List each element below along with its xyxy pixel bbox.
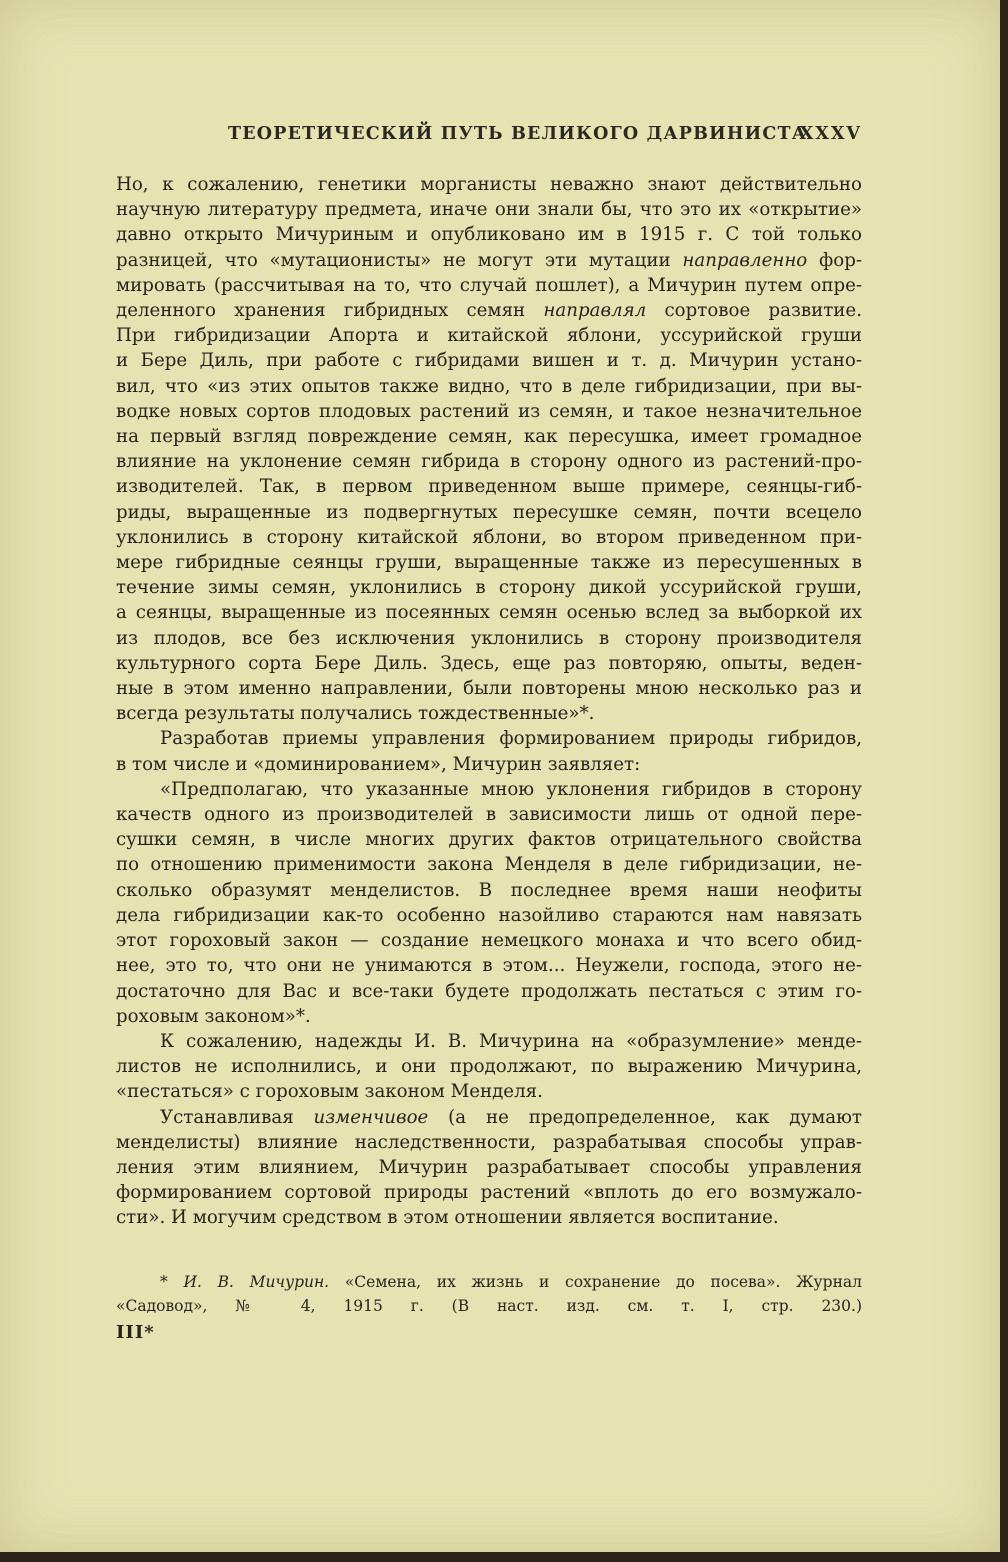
text-line: всегда результаты получались тождественные»*.	[116, 703, 595, 725]
text-line: ления этим влиянием, Мичурин разрабатывает способы управления	[116, 1156, 862, 1178]
footnote-author: * И. В. Мичурин.	[160, 1273, 330, 1291]
text-line: влияние на уклонение семян гибрида в сторону одного из растений-про-	[116, 451, 862, 473]
body-text	[116, 172, 862, 1231]
text-line: нее, это то, что они не унимаются в этом... Неужели, господа, этого не-	[116, 955, 862, 977]
header-title: ТЕОРЕТИЧЕСКИЙ ПУТЬ ВЕЛИКОГО ДАРВИНИСТА	[228, 124, 808, 144]
text-line: менделисты) влияние наследственности, разрабатывая способы управ-	[116, 1131, 862, 1153]
text-line: Устанавливая изменчивое (а не предопределенное, как думают	[160, 1106, 862, 1128]
paragraph-2	[116, 726, 862, 751]
text-line: достаточно для Вас и все-таки будете продолжать пестаться с этим го-	[116, 980, 862, 1002]
footnote	[116, 1270, 862, 1318]
quote-paragraph-cont	[116, 802, 862, 1029]
text-line: и Бере Диль, при работе с гибридами вишен и т. д. Мичурин устано-	[116, 350, 862, 372]
text-line: водке новых сортов плодовых растений из семян, и такое незначительное	[116, 400, 862, 422]
text-line: давно открыто Мичуриным и опубликовано им в 1915 г. С той только	[116, 224, 862, 246]
paragraph-4	[116, 1029, 862, 1054]
footnote-line-2: «Садовод», № 4, 1915 г. (В наст. изд. см. т. I, стр. 230.)	[116, 1297, 862, 1315]
text-line: качеств одного из производителей в зависимости лишь от одной пере-	[116, 804, 862, 826]
page-number: XXXV	[799, 124, 862, 144]
text-line: уклонились в сторону китайской яблони, во втором приведенном при-	[116, 526, 862, 548]
text-line: мировать (рассчитывая на то, что случай пошлет), а Мичурин путем опре-	[116, 274, 862, 296]
text-line: по отношению применимости закона Менделя в деле гибридизации, не-	[116, 854, 862, 876]
paragraph-2-cont	[116, 752, 862, 777]
text-line: изводителей. Так, в первом приведенном выше примере, сеянцы-гиб-	[116, 476, 862, 498]
text-line: разницей, что «мутационисты» не могут эти мутации направленно фор-	[116, 249, 862, 271]
text-line: течение зимы семян, уклонились в сторону дикой уссурийской груши,	[116, 577, 862, 599]
text-line: деленного хранения гибридных семян направлял сортовое развитие.	[116, 300, 862, 322]
text-line: сти». И могучим средством в этом отношении является воспитание.	[116, 1207, 779, 1229]
text-line: в том числе и «доминированием», Мичурин заявляет:	[116, 753, 641, 775]
text-line: риды, выращенные из подвергнутых пересушке семян, почти всецело	[116, 501, 862, 523]
footnote-title: «Семена, их жизнь и сохранение до посева». Журнал	[344, 1273, 862, 1291]
text-line: «пестаться» с гороховым законом Менделя.	[116, 1081, 543, 1103]
text-line: формированием сортовой природы растений «вплоть до его возмужало-	[116, 1182, 862, 1204]
paragraph-5	[116, 1105, 862, 1130]
text-line: ные в этом именно направлении, были повторены мною несколько раз и	[116, 678, 862, 700]
text-line: листов не исполнились, и они продолжают, по выражению Мичурина,	[116, 1056, 862, 1078]
text-line: мере гибридные сеянцы груши, выращенные также из пересушенных в	[116, 552, 862, 574]
text-line: а сеянцы, выращенные из посеянных семян осенью вслед за выборкой их	[116, 602, 862, 624]
text-line: К сожалению, надежды И. В. Мичурина на «образумление» менде-	[160, 1030, 862, 1052]
paragraph-1	[116, 172, 862, 726]
paragraph-4-cont	[116, 1054, 862, 1104]
text-line: научную литературу предмета, иначе они знали бы, что это их «открытие»	[116, 199, 862, 221]
text-line: «Предполагаю, что указанные мною уклонения гибридов в сторону	[160, 778, 862, 800]
text-line: При гибридизации Апорта и китайской яблони, уссурийской груши	[116, 325, 862, 347]
text-line: роховым законом»*.	[116, 1005, 311, 1027]
quote-paragraph	[116, 777, 862, 802]
text-line: вил, что «из этих опытов также видно, что в деле гибридизации, при вы-	[116, 375, 862, 397]
paragraph-5-cont	[116, 1130, 862, 1231]
text-line: сколько образумят менделистов. В последнее время наши неофиты	[116, 879, 862, 901]
text-line: Разработав приемы управления формированием природы гибридов,	[160, 728, 862, 750]
text-line: из плодов, все без исключения уклонились в сторону производителя	[116, 627, 862, 649]
text-line: на первый взгляд повреждение семян, как пересушка, имеет громадное	[116, 426, 862, 448]
footnote-line	[116, 1270, 862, 1294]
running-header	[116, 124, 862, 154]
signature-mark: III*	[116, 1322, 155, 1343]
text-line: сушки семян, в числе многих других фактов отрицательного свойства	[116, 829, 862, 851]
text-line: дела гибридизации как-то особенно назойливо стараются нам навязать	[116, 904, 862, 926]
text-line: культурного сорта Бере Диль. Здесь, еще раз повторяю, опыты, веден-	[116, 652, 862, 674]
text-line: этот гороховый закон — создание немецкого монаха и что всего обид-	[116, 930, 862, 952]
text-line: Но, к сожалению, генетики морганисты неважно знают действительно	[116, 174, 862, 195]
